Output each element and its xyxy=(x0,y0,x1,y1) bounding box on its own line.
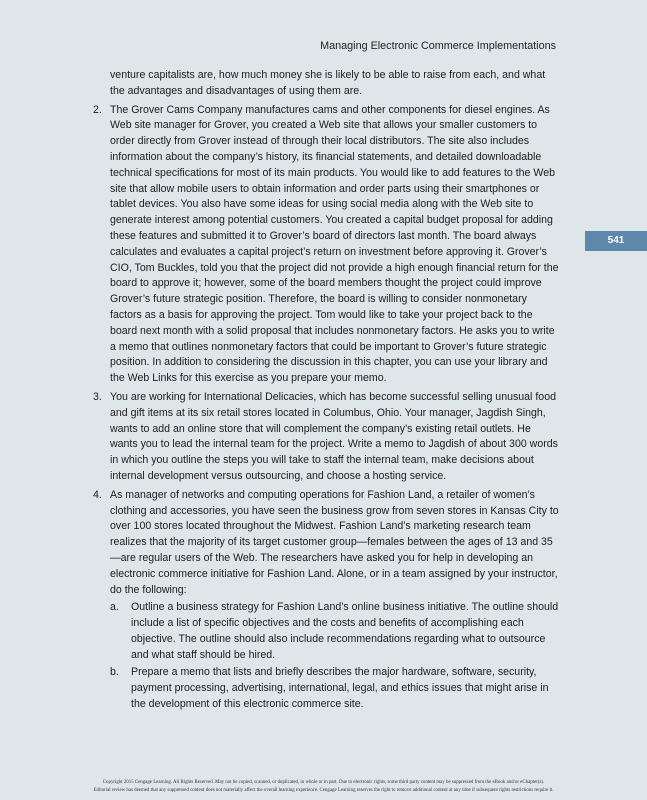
subitem-letter: a. xyxy=(110,601,119,614)
footer-line-1: Copyright 2015 Cengage Learning. All Rights Reserved. May not be copied, scanned, or duplicated, in whole or in part. Due to electronic rights, some third party content may be suppressed from the eBook and/or eChapter(s). xyxy=(102,780,545,785)
exercise-item-3 xyxy=(93,390,560,485)
intro-continuation: venture capitalists are, how much money she is likely to be able to raise from each, and what the advantages and disadvantages of using them are. xyxy=(110,69,546,97)
subitem-a xyxy=(110,600,560,663)
exercise-item-2 xyxy=(93,103,560,387)
subitem-text: Prepare a memo that lists and briefly describes the major hardware, software, security, payment processing, advertising, international, legal, and ethics issues that might arise in the development of this electronic commerce site. xyxy=(131,666,549,711)
subitem-b xyxy=(110,665,560,712)
page-number-tab: 541 xyxy=(585,231,647,251)
subitem-text: Outline a business strategy for Fashion Land’s online business initiative. The outline should include a list of specific objectives and the costs and benefits of accomplishing each objective. The outline should also include recommendations regarding what to outsource and what staff should be hired. xyxy=(131,601,559,661)
item-text: As manager of networks and computing operations for Fashion Land, a retailer of women’s clothing and accessories, you have seen the business grow from seven stores in Kansas City to over 100 stores located throughout the Midwest. Fashion Land’s marketing research team realizes that the majority of its target customer group—females between the ages of 13 and 35—are regular users of the Web. The researchers have asked you for help in developing an electronic commerce initiative for Fashion Land. Alone, or in a team assigned by your instructor, do the following: xyxy=(110,488,559,596)
footer-line-2: Editorial review has deemed that any suppressed content does not materially affect the overall learning experience. Cengage Learning reserves the right to remove additional content at any time if subsequent rights restrictions require it. xyxy=(93,788,554,793)
item-number: 3. xyxy=(93,390,102,403)
exercise-item-4 xyxy=(93,488,560,713)
item-text: The Grover Cams Company manufactures cams and other components for diesel engines. As Web site manager for Grover, you created a Web site that allows your smaller customers to order directly from Grover instead of through their local distributors. The site also includes information about the company’s history, its financial statements, and detailed downloadable technical specifications for most of its main products. You would like to add features to the Web site that allow mobile users to obtain information and order parts using their smartphones or tablet devices. You also have some ideas for using social media along with the Web site to generate interest among potential customers. You created a capital budget proposal for adding these features and submitted it to Grover’s board of directors last month. The board always calculates and evaluates a capital project’s return on investment before approving it. Grover’s CIO, Tom Buckles, told you that the project did not provide a high enough financial return for the board to approve it; however, some of the board members thought the project could improve Grover’s future strategic position. Therefore, the board is willing to consider nonmonetary factors as a basis for approving the project. Tom would like to take your project back to the board next month with a solid proposal that includes nonmonetary factors. He asks you to write a memo that outlines nonmonetary factors that could be important to Grover’s future strategic position. In addition to considering the discussion in this chapter, you can use your library and the Web Links for this exercise as you prepare your memo. xyxy=(110,103,559,385)
item-text: You are working for International Delicacies, which has become successful selling unusual food and gift items at its six retail stores located in Columbus, Ohio. Your manager, Jagdish Singh, wants to add an online store that will complement the company’s existing retail outlets. He wants you to lead the internal team for the project. Write a memo to Jagdish of about 300 words in which you outline the steps you will take to staff the internal team, make decisions about internal development versus outsourcing, and choose a hosting service. xyxy=(110,390,558,482)
copyright-footer xyxy=(0,779,647,795)
running-header: Managing Electronic Commerce Implementations xyxy=(320,40,556,52)
item-number: 4. xyxy=(93,488,102,501)
exercise-list xyxy=(93,68,560,716)
subitem-letter: b. xyxy=(110,666,119,679)
item-number: 2. xyxy=(93,103,102,116)
